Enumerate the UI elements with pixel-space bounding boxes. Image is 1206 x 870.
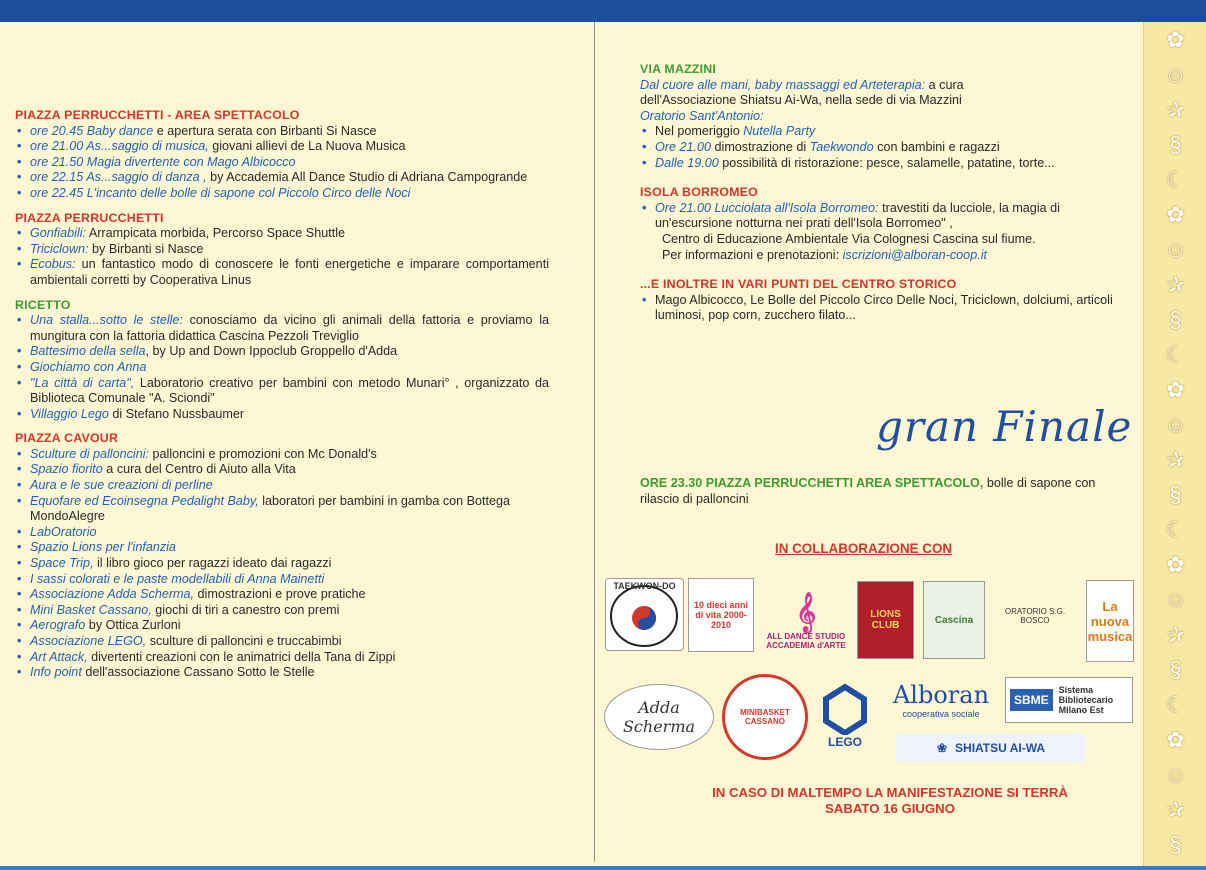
- list-item: [15, 525, 549, 541]
- list-item: [15, 257, 549, 288]
- sbme-logo: [1005, 677, 1133, 723]
- finale-highlight: ORE 23.30 PIAZZA PERRUCCHETTI AREA SPETTACOLO,: [640, 476, 984, 490]
- list-item: [15, 540, 549, 556]
- item-text: giovani allievi de La Nuova Musica: [208, 139, 406, 154]
- section-via-mazzini: [640, 62, 1130, 171]
- swirl-icon: §: [1169, 132, 1182, 157]
- item-highlight: Giochiamo con Anna: [30, 359, 147, 374]
- list-item: [15, 155, 549, 171]
- right-column: [640, 62, 1130, 333]
- notice-line: IN CASO DI MALTEMPO LA MANIFESTAZIONE SI TERRÀ: [712, 785, 1068, 800]
- list-item: [15, 124, 549, 140]
- item-text: giochi di tiri a canestro con premi: [151, 602, 340, 617]
- smiley-icon: ☺: [1164, 587, 1187, 612]
- dieci-anni-logo: [688, 578, 754, 652]
- list-item: [15, 603, 549, 619]
- smiley-icon: ☺: [1164, 412, 1187, 437]
- item-text: sculture di palloncini e truccabimbi: [146, 634, 342, 648]
- item-text: possibilità di ristorazione: pesce, salamelle, patatine, torte...: [718, 155, 1055, 170]
- logo-label: Adda Scherma: [622, 698, 696, 736]
- moon-icon: ☾: [1165, 342, 1186, 367]
- item-highlight: Ore 21.00: [655, 139, 712, 154]
- gran-finale-heading: gran Finale: [876, 402, 1133, 451]
- lotus-icon: ❀: [936, 741, 948, 755]
- decorative-side-strip: [1143, 22, 1206, 866]
- item-highlight: Sculture di palloncini:: [30, 446, 150, 461]
- logo-label: 10 dieci anni di vita 2000-2010: [693, 600, 749, 630]
- list-item: [15, 139, 549, 155]
- lego-emblem: [820, 683, 870, 735]
- logo-label: ORATORIO S.G. BOSCO: [1004, 607, 1066, 625]
- list-item: [15, 587, 549, 603]
- item-highlight: Gonfiabili:: [30, 226, 87, 241]
- list-item: [15, 494, 549, 525]
- smiley-icon: ☺: [1164, 237, 1187, 262]
- item-highlight: Aura e le sue creazioni di perline: [30, 478, 213, 493]
- la-nuova-musica-logo: [1086, 580, 1134, 662]
- list-item: [15, 650, 549, 666]
- left-column: [15, 108, 549, 690]
- logo-label: Cascina: [934, 614, 974, 626]
- logo-label: Alboran: [892, 681, 990, 709]
- all-dance-logo: [765, 578, 847, 664]
- item-text: un fantastico modo di conoscere le fonti energetiche e imparare comportamenti ambientali corretti by Cooperativa Linus: [30, 257, 549, 287]
- section-title: RICETTO: [15, 297, 71, 312]
- swirl-icon: §: [1169, 307, 1182, 332]
- star-icon: ✰: [1166, 447, 1185, 472]
- item-text: Laboratorio creativo per bambini con metodo Munari° , organizzato da Biblioteca Comunale "A. Sciondi": [30, 375, 550, 406]
- section-title: VIA MAZZINI: [640, 62, 717, 76]
- list-item: [15, 407, 549, 423]
- swirl-icon: §: [1169, 832, 1182, 857]
- item-highlight: Battesimo della sella: [30, 344, 146, 359]
- section-piazza-cavour: [15, 431, 549, 681]
- logo-label: Sistema Bibliotecario Milano Est: [1058, 685, 1114, 715]
- list-item: [15, 376, 549, 407]
- finale-description: bolle di sapone con rilascio di palloncini: [640, 476, 1096, 506]
- item-text: Arrampicata morbida, Percorso Space Shuttle: [86, 226, 346, 241]
- item-text: laboratori per bambini in gamba con Bottega MondoAlegre: [30, 493, 511, 524]
- item-text: by Ottica Zurloni: [85, 618, 181, 633]
- list-item: • Mago Albicocco, Le Bolle del Piccolo Circo Delle Noci, Triciclown, dolciumi, articoli luminosi, pop corn, zucchero filato...: [640, 293, 1130, 324]
- item-highlight: Dal cuore alle mani, baby massaggi ed Arteterapia:: [640, 77, 926, 92]
- mazzini-intro-line2: dell'Associazione Shiatsu Ai-Wa, nella sede di via Mazzini: [640, 93, 962, 108]
- item-highlight: Una stalla...sotto le stelle:: [30, 313, 183, 328]
- section-title: PIAZZA CAVOUR: [15, 431, 119, 446]
- item-highlight: Dalle 19.00: [655, 155, 719, 170]
- list-item: [15, 170, 549, 186]
- flower-icon: ✿: [1166, 552, 1185, 577]
- borromeo-line3: [640, 248, 1130, 264]
- section-ricetto: [15, 298, 549, 423]
- alboran-logo: [884, 677, 998, 723]
- item-text: travestiti da lucciole, la magia di un'escursione notturna nei prati dell'Isola Borromeo" ,: [655, 200, 1060, 231]
- item-highlight: Spazio fiorito: [30, 462, 103, 477]
- list-item: [15, 618, 549, 634]
- collaboration-title: IN COLLABORAZIONE CON: [775, 541, 953, 556]
- list-item: [640, 124, 1130, 140]
- column-divider: [594, 22, 595, 862]
- list-item: [15, 242, 549, 258]
- item-highlight: Taekwondo: [809, 139, 874, 154]
- item-highlight: ore 20.45 Baby dance: [30, 123, 154, 138]
- item-highlight: Associazione LEGO,: [30, 634, 147, 648]
- notice-line: SABATO 16 GIUGNO: [825, 801, 955, 816]
- section-title: ...E INOLTRE IN VARI PUNTI DEL CENTRO STORICO: [640, 277, 957, 292]
- lions-club-logo: [857, 581, 914, 659]
- item-text: divertenti creazioni con le animatrici della Tana di Zippi: [87, 649, 396, 664]
- item-highlight: I sassi colorati e le paste modellabili di Anna Mainetti: [30, 571, 325, 586]
- flower-icon: ✿: [1166, 202, 1185, 227]
- list-item: [15, 462, 549, 478]
- adda-scherma-logo: [604, 684, 714, 750]
- list-item: [640, 201, 1130, 232]
- list-item: [15, 360, 549, 376]
- flower-icon: ✿: [1166, 377, 1185, 402]
- section-inoltre: [640, 277, 1130, 324]
- logo-mark: SBME: [1010, 689, 1053, 711]
- item-highlight: Associazione Adda Scherma,: [30, 587, 195, 602]
- item-text: conosciamo da vicino gli animali della fattoria e proviamo la mungitura con la fattoria didattica Cascina Pezzoli Treviglio: [30, 313, 549, 343]
- moon-icon: ☾: [1165, 517, 1186, 542]
- list-item: [640, 156, 1130, 172]
- swirl-icon: §: [1169, 657, 1182, 682]
- item-highlight: Nutella Party: [743, 124, 816, 139]
- section-piazza-perrucchetti-area-spettacolo: [15, 108, 549, 202]
- logo-label: MINIBASKET CASSANO: [740, 708, 790, 726]
- mazzini-intro: [640, 78, 1130, 94]
- item-text: il libro gioco per ragazzi ideato dai ragazzi: [93, 556, 332, 571]
- list-item: [15, 186, 549, 202]
- treble-clef-icon: 𝄞: [795, 592, 817, 631]
- item-text: by Birbanti si Nasce: [88, 241, 204, 256]
- smiley-icon: ☺: [1164, 62, 1187, 87]
- star-icon: ✰: [1166, 97, 1185, 122]
- shiatsu-ai-wa-logo: [896, 734, 1086, 762]
- item-highlight: ore 22.15 As...saggio di danza ,: [30, 170, 207, 185]
- star-icon: ✰: [1166, 797, 1185, 822]
- logo-label: LIONS CLUB: [870, 609, 901, 631]
- item-highlight: Triciclown:: [30, 241, 89, 256]
- bad-weather-notice: [640, 785, 1140, 817]
- lego-logo: [812, 678, 878, 754]
- item-text: Nel pomeriggio: [655, 124, 744, 139]
- cascina-logo: [923, 581, 985, 659]
- section-isola-borromeo: [640, 185, 1130, 263]
- list-item: [15, 634, 549, 650]
- item-text: a cura del Centro di Aiuto alla Vita: [102, 462, 296, 477]
- borromeo-line2: Centro di Educazione Ambientale Via Colognesi Cascina sul fiume.: [662, 231, 1036, 246]
- item-highlight: Aerografo: [30, 618, 86, 633]
- flower-icon: ✿: [1166, 727, 1185, 752]
- item-text: di Stefano Nussbaumer: [108, 406, 245, 421]
- item-highlight: Art Attack,: [30, 649, 88, 664]
- section-title: PIAZZA PERRUCCHETTI - AREA SPETTACOLO: [15, 108, 300, 122]
- item-text: dimostrazione di: [711, 139, 810, 154]
- item-highlight: ore 21.50 Magia divertente con Mago Albicocco: [30, 154, 296, 169]
- logo-label: La nuova musica: [1087, 598, 1133, 644]
- item-highlight: "La città di carta",: [30, 375, 135, 390]
- moon-icon: ☾: [1165, 167, 1186, 192]
- oratorio-heading: Oratorio Sant'Antonio:: [640, 108, 764, 123]
- bottom-bar: [0, 866, 1206, 870]
- item-highlight: Space Trip,: [30, 556, 94, 571]
- list-item: [15, 572, 549, 588]
- section-title: ISOLA BORROMEO: [640, 185, 758, 200]
- item-text: dell'associazione Cassano Sotto le Stelle: [81, 665, 315, 680]
- list-item: [15, 665, 549, 681]
- item-text: by Accademia All Dance Studio di Adriana Campogrande: [206, 170, 528, 185]
- finale-text: [640, 476, 1130, 507]
- item-highlight: Info point: [30, 665, 82, 680]
- moon-icon: ☾: [1165, 692, 1186, 717]
- list-item: [15, 556, 549, 572]
- item-highlight: Ore 21.00 Lucciolata all'Isola Borromeo:: [655, 200, 879, 215]
- item-text: palloncini e promozioni con Mc Donald's: [149, 446, 377, 461]
- section-piazza-perrucchetti: [15, 211, 549, 289]
- item-highlight: Mini Basket Cassano,: [30, 602, 152, 617]
- item-highlight: LabOratorio: [30, 524, 97, 539]
- star-icon: ✰: [1166, 272, 1185, 297]
- item-highlight: Ecobus:: [30, 257, 76, 272]
- top-banner-bar: [0, 0, 1206, 22]
- list-item: [15, 344, 549, 360]
- item-highlight: Equofare ed Ecoinsegna Pedalight Baby,: [30, 493, 259, 508]
- flower-icon: ✿: [1166, 27, 1185, 52]
- item-highlight: Spazio Lions per l'infanzia: [30, 540, 176, 555]
- star-icon: ✰: [1166, 622, 1185, 647]
- section-title: PIAZZA PERRUCCHETTI: [15, 210, 164, 225]
- oratorio-logo: [991, 581, 1079, 651]
- list-item: [640, 140, 1130, 156]
- logo-label: TAEKWON-DO: [613, 581, 676, 591]
- list-item: [15, 313, 549, 344]
- taekwondo-logo: [605, 578, 684, 651]
- item-text: e apertura serata con Birbanti Si Nasce: [153, 123, 377, 138]
- list-item: [15, 447, 549, 463]
- logo-label: LEGO: [827, 735, 862, 749]
- logo-label: ALL DANCE STUDIO ACCADEMIA d'ARTE: [766, 631, 846, 650]
- item-text: , by Up and Down Ippoclub Groppello d'Adda: [145, 344, 398, 359]
- item-text: Per informazioni e prenotazioni:: [662, 247, 843, 262]
- email-link[interactable]: iscrizioni@alboran-coop.it: [842, 247, 987, 262]
- list-item: [15, 478, 549, 494]
- item-highlight: ore 22.45 L'incanto delle bolle di sapone col Piccolo Circo delle Noci: [30, 185, 411, 200]
- item-text: dimostrazioni e prove pratiche: [194, 587, 366, 602]
- minibasket-logo: [722, 674, 808, 760]
- smiley-icon: ☺: [1164, 762, 1187, 787]
- logo-sublabel: cooperativa sociale: [902, 709, 980, 719]
- item-text: a cura: [925, 77, 964, 92]
- list-item: [15, 226, 549, 242]
- swirl-icon: §: [1169, 482, 1182, 507]
- item-highlight: Villaggio Lego: [30, 406, 109, 421]
- item-text: con bambini e ragazzi: [873, 139, 1000, 154]
- logo-label: SHIATSU AI-WA: [955, 741, 1046, 755]
- item-highlight: ore 21.00 As...saggio di musica,: [30, 139, 209, 154]
